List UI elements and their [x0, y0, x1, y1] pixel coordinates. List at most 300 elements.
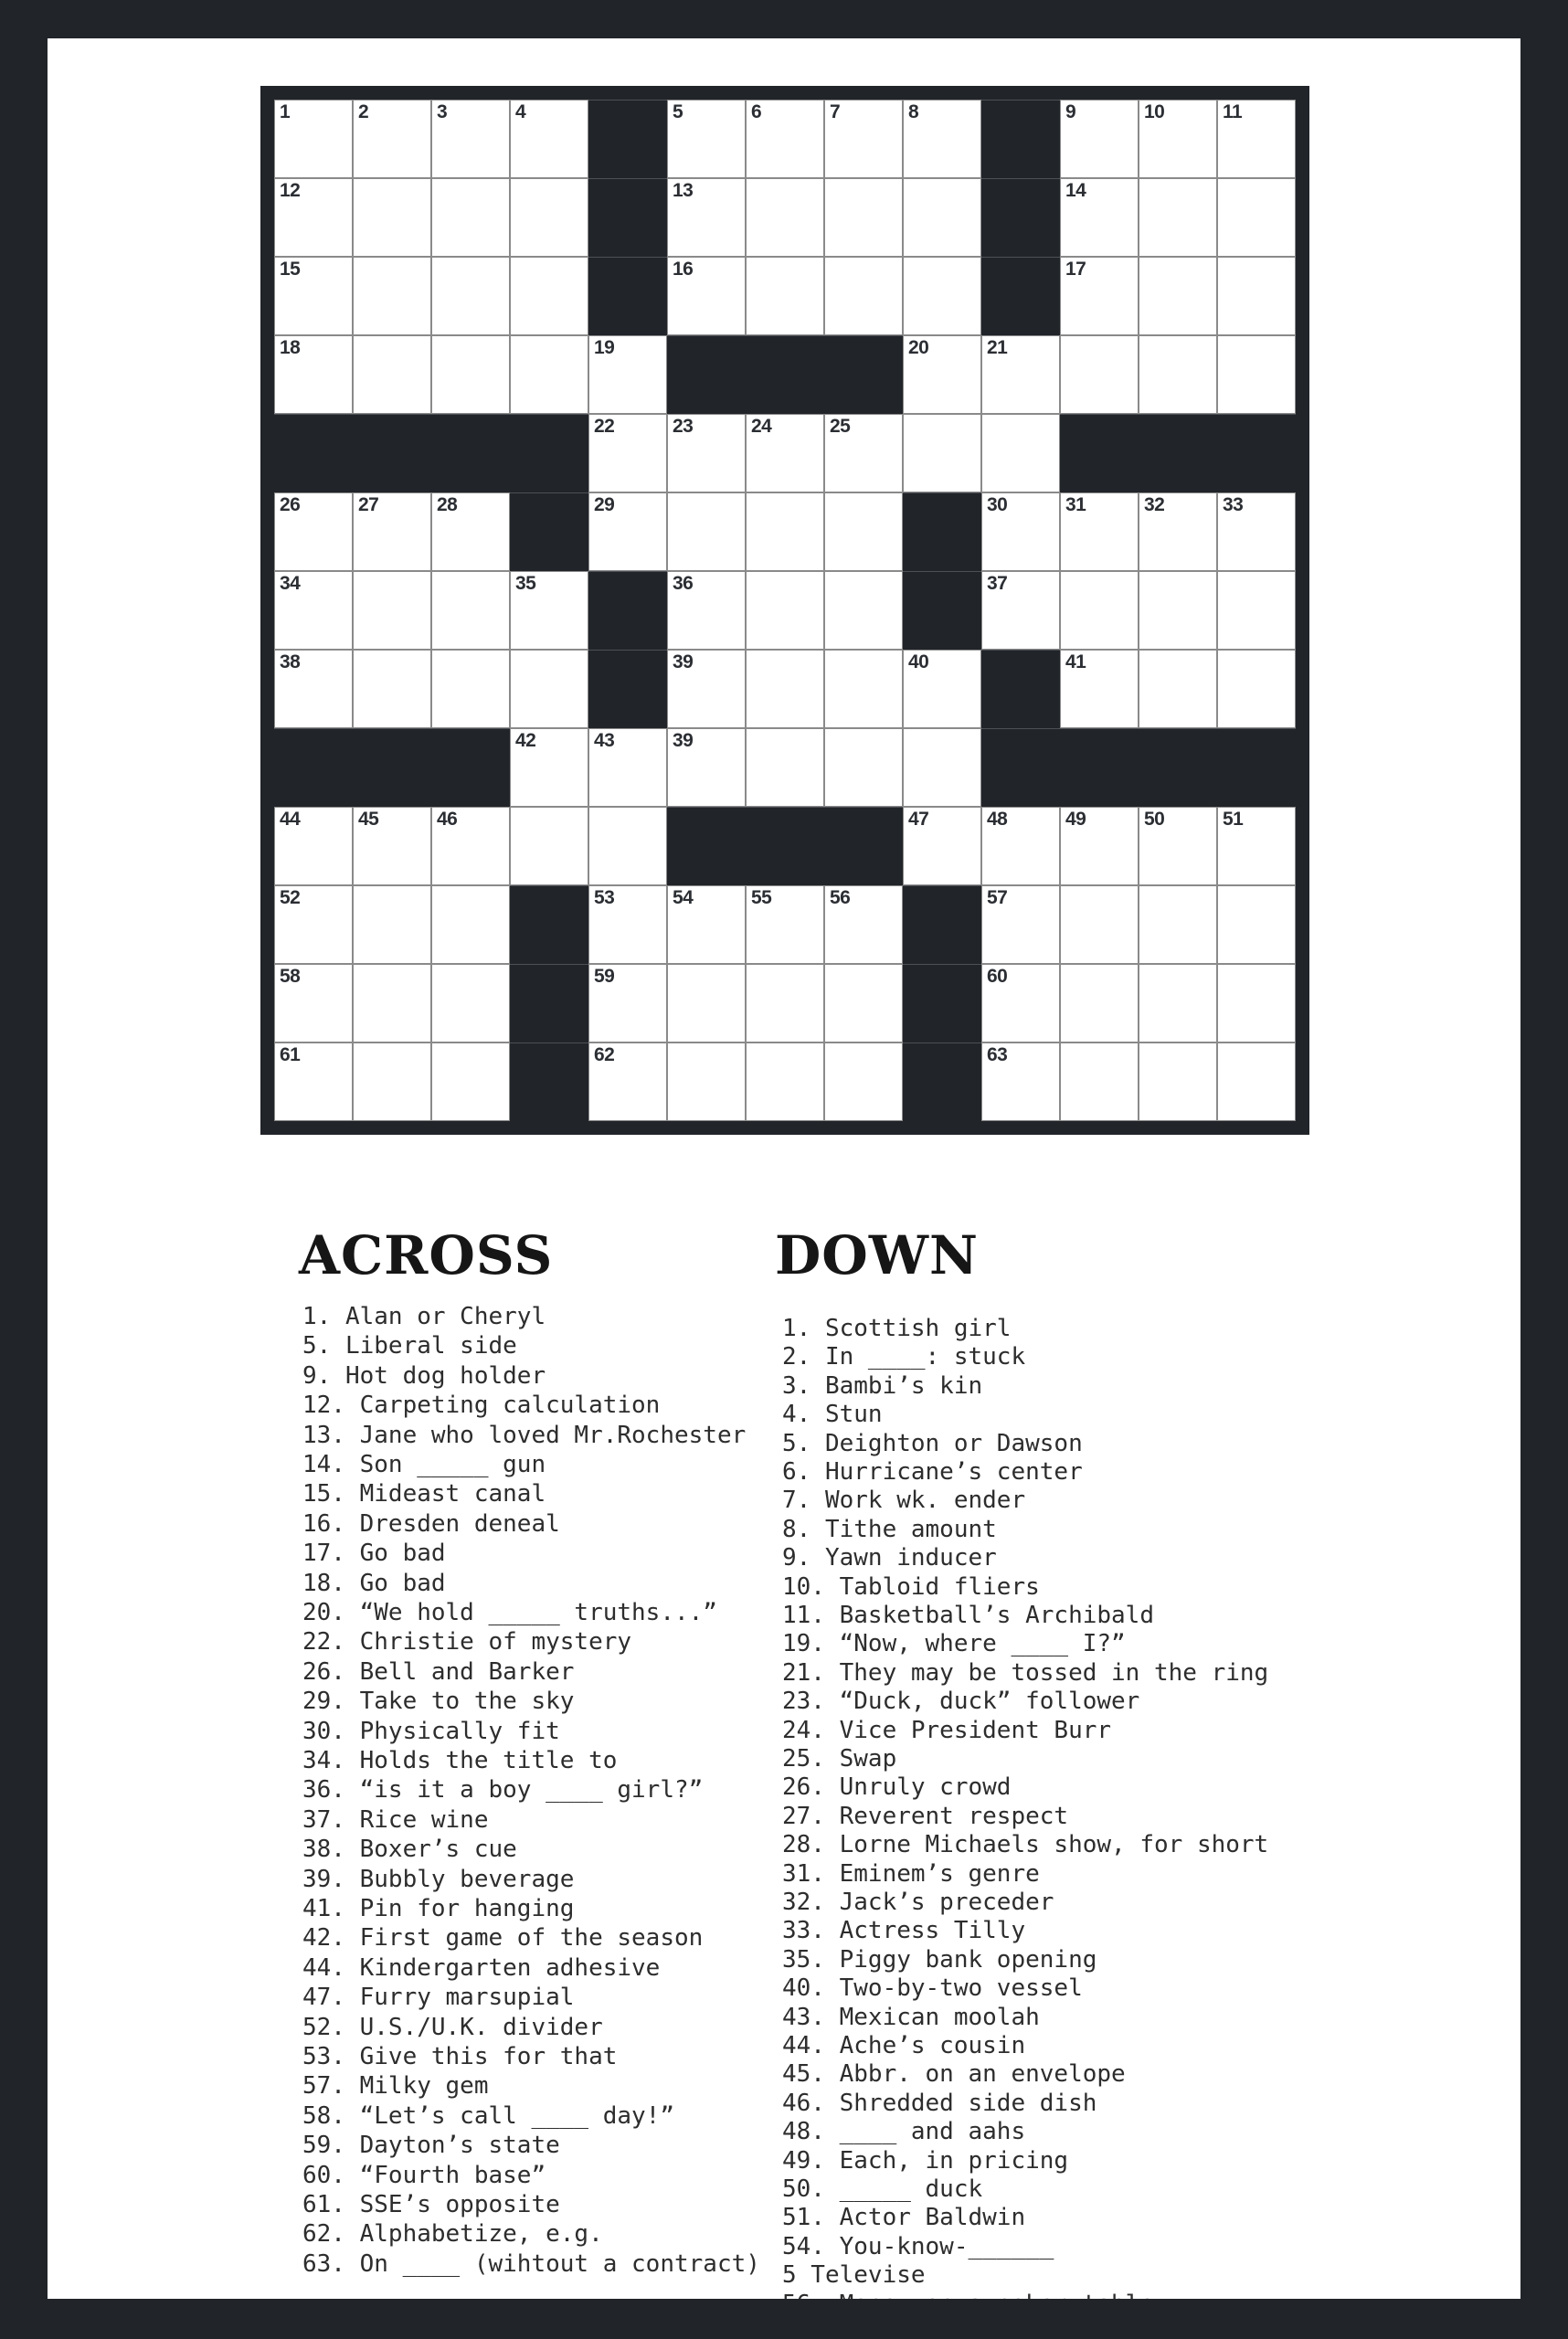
down-heading: DOWN [775, 1224, 979, 1286]
grid-cell[interactable] [824, 492, 903, 571]
clue-item: 57. Milky gem [302, 2072, 489, 2101]
grid-block [746, 807, 824, 885]
cell-number: 61 [280, 1044, 301, 1065]
cell-number: 9 [1065, 101, 1076, 122]
clue-item: 9. Yawn inducer [782, 1544, 997, 1572]
grid-cell[interactable] [431, 650, 510, 728]
clue-item: 18. Go bad [302, 1569, 446, 1597]
clue-item: 12. Carpeting calculation [302, 1392, 661, 1420]
cell-number: 15 [280, 259, 301, 280]
clue-item: 32. Jack’s preceder [782, 1889, 1054, 1917]
cell-number: 25 [830, 416, 851, 437]
clue-item: 54. You-know-______ [782, 2232, 1054, 2260]
clue-item: 51. Actor Baldwin [782, 2204, 1026, 2232]
clue-item: 21. They may be tossed in the ring [782, 1658, 1269, 1687]
clue-item: 45. Abbr. on an envelope [782, 2060, 1126, 2089]
grid-cell[interactable] [981, 807, 1060, 885]
clue-item: 7. Work wk. ender [782, 1487, 1026, 1515]
cell-number: 56 [830, 887, 851, 908]
cell-number: 49 [1065, 809, 1086, 830]
grid-block [1139, 728, 1217, 807]
clue-item: 49. Each, in pricing [782, 2146, 1069, 2175]
grid-cell[interactable] [903, 728, 981, 807]
cell-number: 13 [673, 180, 694, 201]
clue-item: 42. First game of the season [302, 1924, 704, 1953]
grid-cell[interactable] [353, 1042, 431, 1121]
grid-cell[interactable] [746, 414, 824, 492]
clue-item: 44. Kindergarten adhesive [302, 1953, 661, 1982]
cell-number: 35 [515, 573, 536, 594]
grid-cell[interactable] [1217, 178, 1296, 257]
grid-cell[interactable] [353, 885, 431, 964]
grid-cell[interactable] [746, 257, 824, 335]
grid-cell[interactable] [903, 335, 981, 414]
grid-cell[interactable] [1139, 335, 1217, 414]
across-heading: ACROSS [299, 1224, 554, 1286]
cell-number: 30 [987, 494, 1008, 515]
grid-block [510, 492, 588, 571]
cell-number: 24 [751, 416, 772, 437]
grid-cell[interactable] [431, 178, 510, 257]
across-section [299, 1224, 792, 2279]
grid-cell[interactable] [353, 100, 431, 178]
grid-block [981, 257, 1060, 335]
grid-cell[interactable] [353, 335, 431, 414]
cell-number: 31 [1065, 494, 1086, 515]
grid-cell[interactable] [431, 1042, 510, 1121]
grid-cell[interactable] [510, 335, 588, 414]
grid-cell[interactable] [1217, 1042, 1296, 1121]
clue-item: 15. Mideast canal [302, 1480, 546, 1508]
grid-cell[interactable] [274, 964, 353, 1042]
grid-block [274, 728, 353, 807]
cell-number: 27 [358, 494, 379, 515]
grid-block [274, 414, 353, 492]
crossword-grid [274, 100, 1296, 1121]
grid-cell[interactable] [981, 335, 1060, 414]
grid-cell[interactable] [353, 571, 431, 650]
grid-cell[interactable] [510, 728, 588, 807]
cell-number: 50 [1144, 809, 1165, 830]
grid-cell[interactable] [824, 257, 903, 335]
clue-item: 2. In ____: stuck [782, 1343, 1026, 1371]
grid-block [667, 807, 746, 885]
grid-cell[interactable] [667, 728, 746, 807]
clue-item: 33. Actress Tilly [782, 1917, 1026, 1945]
grid-block [510, 964, 588, 1042]
clue-item: 17. Go bad [302, 1540, 446, 1568]
cell-number: 17 [1065, 259, 1086, 280]
clue-item: 61. SSE’s opposite [302, 2191, 560, 2219]
grid-cell[interactable] [1217, 257, 1296, 335]
grid-cell[interactable] [1060, 335, 1139, 414]
grid-block [431, 728, 510, 807]
cell-number: 53 [594, 887, 615, 908]
grid-cell[interactable] [510, 807, 588, 885]
grid-cell[interactable] [431, 100, 510, 178]
grid-cell[interactable] [1139, 807, 1217, 885]
grid-cell[interactable] [746, 1042, 824, 1121]
grid-cell[interactable] [510, 178, 588, 257]
grid-block [353, 728, 431, 807]
cell-number: 2 [358, 101, 369, 122]
clue-item: 39. Bubbly beverage [302, 1865, 575, 1893]
grid-cell[interactable] [274, 492, 353, 571]
grid-cell[interactable] [903, 100, 981, 178]
grid-cell[interactable] [824, 100, 903, 178]
grid-cell[interactable] [353, 178, 431, 257]
cell-number: 46 [437, 809, 458, 830]
grid-cell[interactable] [1139, 650, 1217, 728]
cell-number: 39 [673, 730, 694, 751]
grid-block [667, 335, 746, 414]
clue-item: 36. “is it a boy ____ girl?” [302, 1776, 704, 1805]
grid-cell[interactable] [588, 964, 667, 1042]
cell-number: 41 [1065, 651, 1086, 672]
grid-cell[interactable] [431, 492, 510, 571]
grid-cell[interactable] [510, 571, 588, 650]
clue-item: 53. Give this for that [302, 2043, 618, 2071]
cell-number: 51 [1223, 809, 1244, 830]
grid-cell[interactable] [431, 964, 510, 1042]
grid-block [353, 414, 431, 492]
clue-item: 16. Dresden deneal [302, 1509, 560, 1538]
cell-number: 34 [280, 573, 301, 594]
cell-number: 4 [515, 101, 526, 122]
grid-cell[interactable] [1217, 571, 1296, 650]
grid-block [1217, 414, 1296, 492]
clue-item: 59. Dayton’s state [302, 2132, 560, 2160]
grid-cell[interactable] [353, 257, 431, 335]
grid-cell[interactable] [274, 335, 353, 414]
grid-cell[interactable] [824, 650, 903, 728]
down-section [775, 1224, 1378, 2319]
grid-block [510, 885, 588, 964]
cell-number: 3 [437, 101, 448, 122]
clue-item: 40. Two-by-two vessel [782, 1974, 1083, 2003]
grid-block [903, 492, 981, 571]
clue-item: 44. Ache’s cousin [782, 2032, 1026, 2060]
cell-number: 14 [1065, 180, 1086, 201]
clue-item: 5. Deighton or Dawson [782, 1429, 1083, 1457]
cell-number: 47 [908, 809, 929, 830]
cell-number: 28 [437, 494, 458, 515]
grid-block [981, 178, 1060, 257]
grid-block [981, 728, 1060, 807]
grid-cell[interactable] [746, 178, 824, 257]
grid-cell[interactable] [1060, 492, 1139, 571]
grid-block [588, 178, 667, 257]
cell-number: 59 [594, 966, 615, 987]
crossword-grid-border [260, 86, 1309, 1135]
grid-block [588, 571, 667, 650]
cell-number: 6 [751, 101, 762, 122]
grid-cell[interactable] [667, 571, 746, 650]
grid-block [510, 414, 588, 492]
clue-item: 5 Televise [782, 2261, 926, 2290]
grid-cell[interactable] [588, 885, 667, 964]
grid-cell[interactable] [981, 1042, 1060, 1121]
cell-number: 48 [987, 809, 1008, 830]
grid-cell[interactable] [981, 571, 1060, 650]
grid-cell[interactable] [1139, 571, 1217, 650]
grid-cell[interactable] [431, 257, 510, 335]
grid-cell[interactable] [588, 492, 667, 571]
cell-number: 10 [1144, 101, 1165, 122]
grid-cell[interactable] [903, 257, 981, 335]
grid-cell[interactable] [431, 335, 510, 414]
cell-number: 52 [280, 887, 301, 908]
grid-cell[interactable] [746, 650, 824, 728]
grid-cell[interactable] [746, 885, 824, 964]
grid-cell[interactable] [353, 964, 431, 1042]
clue-item: 5. Liberal side [302, 1332, 517, 1360]
clue-item: 22. Christie of mystery [302, 1628, 632, 1656]
grid-cell[interactable] [667, 964, 746, 1042]
grid-cell[interactable] [274, 571, 353, 650]
clue-item: 63. On ____ (wihtout a contract) [302, 2249, 760, 2278]
clue-item: 62. Alphabetize, e.g. [302, 2220, 603, 2249]
down-clue-list [782, 1315, 1378, 2319]
clue-item: 28. Lorne Michaels show, for short [782, 1831, 1269, 1859]
grid-cell[interactable] [274, 885, 353, 964]
cell-number: 40 [908, 651, 929, 672]
grid-cell[interactable] [1139, 1042, 1217, 1121]
clue-item: 46. Shredded side dish [782, 2089, 1097, 2117]
cell-number: 60 [987, 966, 1008, 987]
cell-number: 21 [987, 337, 1008, 358]
grid-cell[interactable] [431, 571, 510, 650]
clue-item: 56. Money on a poker table [782, 2290, 1154, 2318]
grid-cell[interactable] [1060, 885, 1139, 964]
grid-block [824, 807, 903, 885]
grid-block [903, 571, 981, 650]
grid-block [981, 100, 1060, 178]
grid-block [981, 650, 1060, 728]
grid-cell[interactable] [353, 650, 431, 728]
grid-block [588, 650, 667, 728]
clue-item: 3. Bambi’s kin [782, 1371, 983, 1400]
grid-cell[interactable] [824, 728, 903, 807]
grid-cell[interactable] [824, 414, 903, 492]
grid-cell[interactable] [981, 492, 1060, 571]
grid-cell[interactable] [903, 178, 981, 257]
grid-cell[interactable] [824, 964, 903, 1042]
clue-item: 14. Son _____ gun [302, 1450, 546, 1478]
clue-item: 23. “Duck, duck” follower [782, 1688, 1140, 1716]
clue-item: 11. Basketball’s Archibald [782, 1601, 1154, 1629]
grid-cell[interactable] [1217, 100, 1296, 178]
grid-cell[interactable] [588, 1042, 667, 1121]
clue-item: 1. Scottish girl [782, 1314, 1012, 1342]
grid-block [1217, 728, 1296, 807]
grid-cell[interactable] [746, 964, 824, 1042]
cell-number: 7 [830, 101, 841, 122]
grid-cell[interactable] [1139, 964, 1217, 1042]
cell-number: 19 [594, 337, 615, 358]
grid-cell[interactable] [903, 807, 981, 885]
grid-cell[interactable] [274, 178, 353, 257]
grid-cell[interactable] [1060, 100, 1139, 178]
grid-cell[interactable] [746, 728, 824, 807]
clue-item: 29. Take to the sky [302, 1688, 575, 1716]
clue-item: 9. Hot dog holder [302, 1361, 546, 1390]
cell-number: 37 [987, 573, 1008, 594]
cell-number: 63 [987, 1044, 1008, 1065]
grid-cell[interactable] [1060, 650, 1139, 728]
cell-number: 23 [673, 416, 694, 437]
grid-cell[interactable] [746, 571, 824, 650]
cell-number: 45 [358, 809, 379, 830]
cell-number: 38 [280, 651, 301, 672]
cell-number: 32 [1144, 494, 1165, 515]
grid-cell[interactable] [274, 807, 353, 885]
grid-block [431, 414, 510, 492]
grid-cell[interactable] [1060, 178, 1139, 257]
cell-number: 36 [673, 573, 694, 594]
grid-cell[interactable] [1060, 1042, 1139, 1121]
clue-item: 52. U.S./U.K. divider [302, 2013, 603, 2041]
cell-number: 33 [1223, 494, 1244, 515]
grid-cell[interactable] [588, 335, 667, 414]
grid-cell[interactable] [667, 178, 746, 257]
grid-cell[interactable] [1060, 964, 1139, 1042]
grid-cell[interactable] [1060, 257, 1139, 335]
grid-cell[interactable] [667, 650, 746, 728]
grid-cell[interactable] [588, 807, 667, 885]
clue-item: 58. “Let’s call ____ day!” [302, 2101, 674, 2130]
clue-item: 41. Pin for hanging [302, 1895, 575, 1923]
grid-cell[interactable] [510, 650, 588, 728]
clue-item: 1. Alan or Cheryl [302, 1302, 546, 1330]
clue-item: 37. Rice wine [302, 1805, 489, 1834]
grid-cell[interactable] [981, 885, 1060, 964]
grid-cell[interactable] [746, 492, 824, 571]
grid-block [1139, 414, 1217, 492]
clue-item: 47. Furry marsupial [302, 1984, 575, 2012]
cell-number: 18 [280, 337, 301, 358]
clue-item: 60. “Fourth base” [302, 2161, 546, 2189]
cell-number: 43 [594, 730, 615, 751]
grid-cell[interactable] [746, 100, 824, 178]
grid-cell[interactable] [431, 807, 510, 885]
clue-item: 13. Jane who loved Mr.Rochester [302, 1421, 747, 1449]
cell-number: 1 [280, 101, 291, 122]
clue-item: 38. Boxer’s cue [302, 1836, 517, 1864]
grid-cell[interactable] [1060, 571, 1139, 650]
grid-cell[interactable] [1217, 650, 1296, 728]
grid-block [903, 1042, 981, 1121]
clue-item: 24. Vice President Burr [782, 1716, 1112, 1744]
grid-cell[interactable] [667, 100, 746, 178]
grid-cell[interactable] [667, 492, 746, 571]
grid-cell[interactable] [510, 257, 588, 335]
across-clue-list [302, 1302, 792, 2279]
cell-number: 62 [594, 1044, 615, 1065]
grid-cell[interactable] [1217, 885, 1296, 964]
cell-number: 58 [280, 966, 301, 987]
grid-cell[interactable] [1139, 100, 1217, 178]
grid-cell[interactable] [1217, 964, 1296, 1042]
clue-item: 8. Tithe amount [782, 1515, 997, 1543]
grid-cell[interactable] [824, 885, 903, 964]
cell-number: 5 [673, 101, 683, 122]
clue-item: 50. _____ duck [782, 2175, 983, 2204]
grid-cell[interactable] [903, 650, 981, 728]
grid-block [588, 100, 667, 178]
grid-cell[interactable] [1217, 335, 1296, 414]
grid-cell[interactable] [667, 885, 746, 964]
cell-number: 29 [594, 494, 615, 515]
grid-cell[interactable] [667, 257, 746, 335]
grid-block [824, 335, 903, 414]
clue-item: 25. Swap [782, 1744, 897, 1773]
cell-number: 54 [673, 887, 694, 908]
clue-item: 43. Mexican moolah [782, 2003, 1040, 2031]
grid-cell[interactable] [274, 257, 353, 335]
grid-cell[interactable] [903, 414, 981, 492]
grid-cell[interactable] [588, 728, 667, 807]
grid-cell[interactable] [667, 1042, 746, 1121]
grid-cell[interactable] [667, 414, 746, 492]
clue-item: 26. Unruly crowd [782, 1773, 1012, 1802]
clue-item: 34. Holds the title to [302, 1746, 618, 1774]
grid-cell[interactable] [353, 807, 431, 885]
grid-cell[interactable] [824, 178, 903, 257]
grid-block [746, 335, 824, 414]
grid-block [903, 885, 981, 964]
grid-block [588, 257, 667, 335]
cell-number: 44 [280, 809, 301, 830]
grid-cell[interactable] [274, 100, 353, 178]
grid-cell[interactable] [1217, 807, 1296, 885]
clue-item: 26. Bell and Barker [302, 1657, 575, 1686]
clue-item: 48. ____ and aahs [782, 2118, 1026, 2146]
cell-number: 12 [280, 180, 301, 201]
grid-block [510, 1042, 588, 1121]
grid-cell[interactable] [431, 885, 510, 964]
clue-item: 6. Hurricane’s center [782, 1457, 1083, 1486]
grid-cell[interactable] [1139, 178, 1217, 257]
grid-cell[interactable] [353, 492, 431, 571]
grid-cell[interactable] [981, 414, 1060, 492]
clue-item: 20. “We hold _____ truths...” [302, 1598, 717, 1626]
grid-cell[interactable] [274, 1042, 353, 1121]
cell-number: 16 [673, 259, 694, 280]
cell-number: 8 [908, 101, 919, 122]
grid-cell[interactable] [510, 100, 588, 178]
grid-block [903, 964, 981, 1042]
grid-cell[interactable] [824, 1042, 903, 1121]
grid-cell[interactable] [981, 964, 1060, 1042]
cell-number: 22 [594, 416, 615, 437]
clue-item: 10. Tabloid fliers [782, 1572, 1040, 1601]
clue-item: 19. “Now, where ____ I?” [782, 1630, 1126, 1658]
grid-block [1060, 728, 1139, 807]
grid-cell[interactable] [1139, 492, 1217, 571]
grid-cell[interactable] [1139, 257, 1217, 335]
grid-block [1060, 414, 1139, 492]
grid-cell[interactable] [274, 650, 353, 728]
clue-item: 30. Physically fit [302, 1717, 560, 1745]
grid-cell[interactable] [824, 571, 903, 650]
grid-cell[interactable] [588, 414, 667, 492]
grid-cell[interactable] [1217, 492, 1296, 571]
grid-cell[interactable] [1139, 885, 1217, 964]
grid-cell[interactable] [1060, 807, 1139, 885]
cell-number: 26 [280, 494, 301, 515]
cell-number: 11 [1223, 101, 1243, 122]
